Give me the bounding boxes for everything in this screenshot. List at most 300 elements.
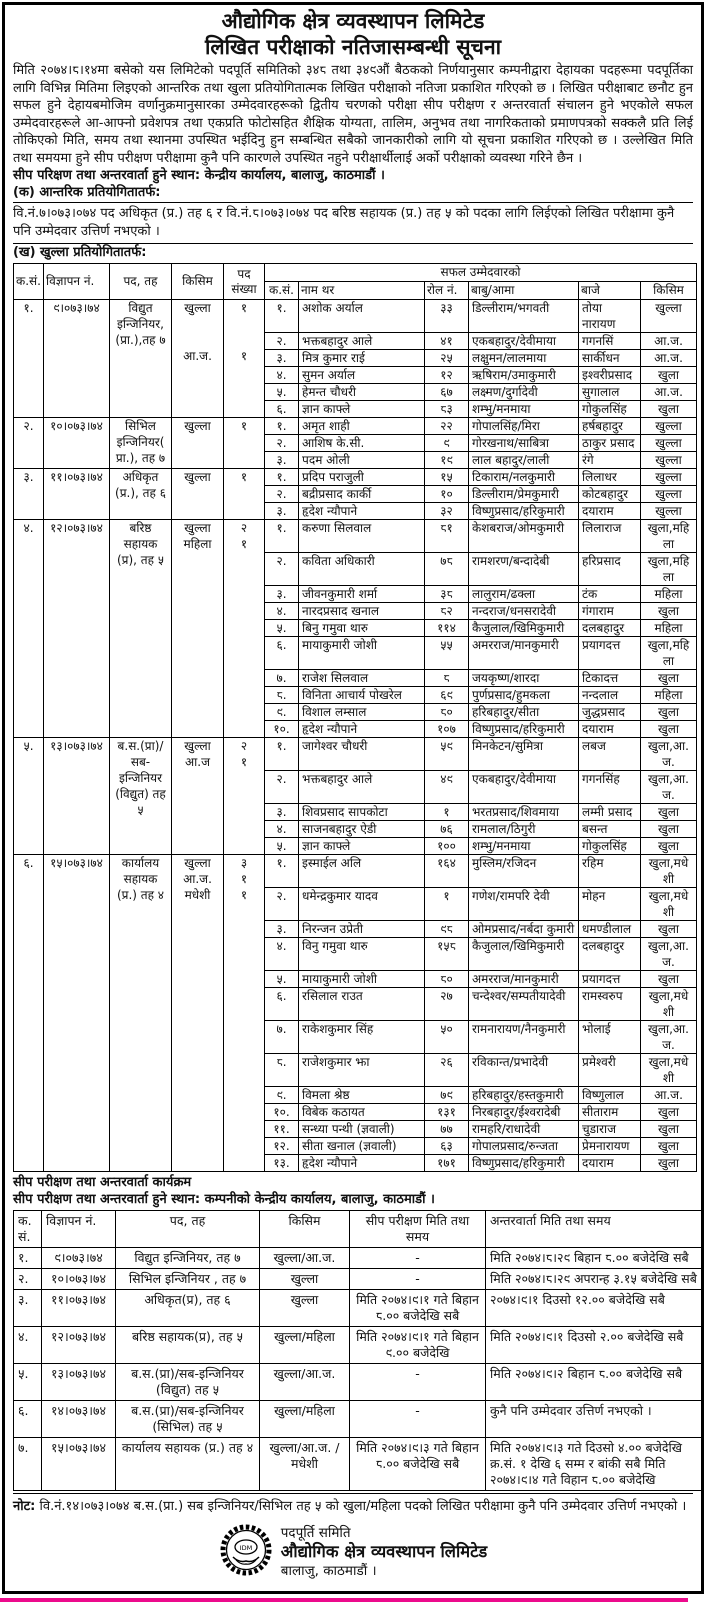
- candidate-kisim-cell: खुला: [641, 1121, 697, 1138]
- post-cell: सिभिल इन्जिनियर(प्रा.), तह ७: [110, 418, 172, 469]
- candidate-grandfather-cell: टंक: [579, 586, 641, 603]
- candidate-parents-cell: अमरराज/मानकुमारी: [469, 637, 579, 670]
- count-cell: [224, 738, 265, 855]
- candidate-parents-cell: लाल बहादुर/लाली: [469, 452, 579, 469]
- candidate-grandfather-cell: बसन्त: [579, 821, 641, 838]
- candidate-grandfather-cell: लम्मी प्रसाद: [579, 804, 641, 821]
- candidate-grandfather-cell: सुगालाल: [579, 384, 641, 401]
- post-cell: कार्यालय सहायक (प्र.) तह ४: [110, 855, 172, 1172]
- candidate-row: [14, 855, 697, 888]
- candidate-kisim-cell: खुल्ला: [641, 469, 697, 486]
- count-entry: [224, 316, 264, 332]
- candidate-grandfather-cell: दयाराम: [579, 503, 641, 520]
- schedule-sn-cell: ५.: [14, 1364, 42, 1401]
- candidate-roll-cell: ३८: [425, 586, 469, 603]
- candidate-parents-cell: निरबहादुर/ईश्वरादेबी: [469, 1104, 579, 1121]
- kisim-entry: [172, 316, 223, 332]
- kisim-cell: [172, 855, 224, 1172]
- candidate-parents-cell: केशबराज/ओमकुमारी: [469, 520, 579, 553]
- candidate-roll-cell: ४१: [425, 333, 469, 350]
- candidate-roll-cell: ८३: [425, 401, 469, 418]
- candidate-parents-cell: मिनकेटन/सुमित्रा: [469, 738, 579, 771]
- schedule-skill-test-cell: -: [350, 1401, 486, 1438]
- schedule-sn-cell: १.: [14, 1248, 42, 1269]
- advert-no-cell: १५।०७३।७४: [44, 855, 110, 1172]
- program-venue: सीप परीक्षण तथा अन्तरवार्ता हुने स्थान: कम्पनीको केन्द्रीय कार्यालय, बालाजु, काठमाडौं ।: [13, 1192, 435, 1207]
- candidate-grandfather-cell: धमण्डीलाल: [579, 921, 641, 938]
- schedule-row: [14, 1327, 704, 1364]
- candidate-parents-cell: एकबहादुर/देवीमाया: [469, 333, 579, 350]
- candidate-name-cell: राकेशकुमार सिंह: [299, 1021, 425, 1054]
- candidate-parents-cell: गोपालप्रसाद/रुन्जता: [469, 1138, 579, 1155]
- candidate-roll-cell: ८२: [425, 603, 469, 620]
- candidate-kisim-cell: खुला: [641, 367, 697, 384]
- candidate-parents-cell: गोपालसिंह/मिरा: [469, 418, 579, 435]
- candidate-parents-cell: ओमप्रसाद/नर्बदा कुमारी: [469, 921, 579, 938]
- candidate-grandfather-cell: रामस्वरुप: [579, 988, 641, 1021]
- results-table: [13, 263, 697, 1172]
- schedule-skill-test-cell: मिति २०७४।९।३ गते बिहान ८.०० बजेदेखि सबै: [350, 1438, 486, 1491]
- count-cell: [224, 300, 265, 418]
- count-entry: १: [240, 888, 248, 902]
- candidate-kisim-cell: खुल्ला: [641, 486, 697, 503]
- candidate-roll-cell: ५०: [425, 1021, 469, 1054]
- candidate-roll-cell: ७६: [425, 821, 469, 838]
- kisim-entry: महिला: [183, 537, 212, 551]
- candidate-row: [14, 738, 697, 771]
- candidate-kisim-cell: खुला: [641, 1138, 697, 1155]
- candidate-roll-cell: १७१: [425, 1155, 469, 1172]
- candidate-grandfather-cell: गंगाराम: [579, 603, 641, 620]
- candidate-roll-cell: ६३: [425, 1138, 469, 1155]
- candidate-name-cell: आशिष के.सी.: [299, 435, 425, 452]
- candidate-row: [14, 418, 697, 435]
- candidate-grandfather-cell: हर्षबहादुर: [579, 418, 641, 435]
- candidate-name-cell: हृदेश न्यौपाने: [299, 503, 425, 520]
- candidate-parents-cell: अमरराज/मानकुमारी: [469, 971, 579, 988]
- candidate-roll-cell: ८०: [425, 971, 469, 988]
- candidate-grandfather-cell: लिलाराज: [579, 520, 641, 553]
- candidate-sn-cell: ४.: [265, 938, 299, 971]
- candidate-parents-cell: रामशरण/बन्दादेबी: [469, 553, 579, 586]
- schedule-kisim-cell: खुल्ला/आ.ज.: [260, 1248, 350, 1269]
- candidate-roll-cell: ९८: [425, 921, 469, 938]
- candidate-sn-cell: ९.: [265, 704, 299, 721]
- program-heading: सीप परीक्षण तथा अन्तरवार्ता कार्यक्रम: [13, 1175, 192, 1190]
- candidate-roll-cell: १: [425, 888, 469, 921]
- section-a-heading: (क) आन्तरिक प्रतियोगितातर्फ:: [13, 185, 161, 200]
- candidate-grandfather-cell: जुद्धप्रसाद: [579, 704, 641, 721]
- candidate-parents-cell: शम्भु/मनमाया: [469, 401, 579, 418]
- candidate-name-cell: मायाकुमारी जोशी: [299, 637, 425, 670]
- candidate-parents-cell: शम्भु/मनमाया: [469, 838, 579, 855]
- svg-text:IDM: IDM: [239, 1544, 252, 1552]
- candidate-name-cell: हृदेश न्यौपाने: [299, 1155, 425, 1172]
- advert-no-cell: १३।०७३।७४: [44, 738, 110, 855]
- company-seal-icon: [219, 1523, 273, 1581]
- header-candidate-name: नाम थर: [299, 282, 425, 300]
- candidate-parents-cell: रामनारायण/नैनकुमारी: [469, 1021, 579, 1054]
- count-entry: २: [240, 521, 248, 535]
- note-label: नोट:: [13, 1499, 36, 1514]
- document-frame: [2, 2, 704, 1594]
- kisim-entry: मधेशी: [184, 888, 211, 902]
- candidate-name-cell: सन्ध्या पन्थी (ज्ञवाली): [299, 1121, 425, 1138]
- schedule-body: [14, 1248, 704, 1491]
- candidate-sn-cell: ६.: [265, 988, 299, 1021]
- schedule-sn-cell: ४.: [14, 1327, 42, 1364]
- candidate-parents-cell: लक्षुमन/लालमाया: [469, 350, 579, 367]
- candidate-name-cell: ज्ञान काफ्ले: [299, 401, 425, 418]
- post-cell: बरिष्ठ सहायक (प्र), तह ५: [110, 520, 172, 738]
- advert-no-cell: ११।०७३।७४: [44, 469, 110, 520]
- candidate-kisim-cell: खुला,मधेशी: [641, 855, 697, 888]
- candidate-grandfather-cell: गगनसिंह: [579, 771, 641, 804]
- candidate-name-cell: अशोक अर्याल: [299, 300, 425, 333]
- candidate-parents-cell: ऋषिराम/उमाकुमारी: [469, 367, 579, 384]
- candidate-sn-cell: ६.: [265, 401, 299, 418]
- candidate-roll-cell: २६: [425, 1054, 469, 1087]
- candidate-sn-cell: ३.: [265, 586, 299, 603]
- schedule-skill-test-cell: -: [350, 1248, 486, 1269]
- candidate-sn-cell: २.: [265, 771, 299, 804]
- header-candidate-kisim: किसिम: [641, 282, 697, 300]
- candidate-parents-cell: गोरखनाथ/साबित्रा: [469, 435, 579, 452]
- candidate-sn-cell: ३.: [265, 921, 299, 938]
- candidate-parents-cell: एकबहादुर/देवीमाया: [469, 771, 579, 804]
- results-header-row-1: [14, 264, 697, 282]
- header-candidate-parents: बाबु/आमा: [469, 282, 579, 300]
- candidate-roll-cell: ८०: [425, 704, 469, 721]
- schedule-interview-cell: २०७४।९।१ दिउसो १२.०० बजेदेखि सबै: [486, 1290, 704, 1327]
- candidate-parents-cell: विष्णुप्रसाद/हरिकुमारी: [469, 1155, 579, 1172]
- schedule-header-kisim: किसिम: [260, 1211, 350, 1248]
- count-entry: १: [240, 419, 248, 433]
- candidate-grandfather-cell: मोहन: [579, 888, 641, 921]
- candidate-roll-cell: १५८: [425, 938, 469, 971]
- schedule-post-cell: बरिष्ठ सहायक(प्र), तह ५: [116, 1327, 260, 1364]
- candidate-parents-cell: नन्दराज/धनसरादेवी: [469, 603, 579, 620]
- candidate-name-cell: मित्र कुमार राई: [299, 350, 425, 367]
- candidate-sn-cell: १३.: [265, 1155, 299, 1172]
- candidate-roll-cell: ६९: [425, 687, 469, 704]
- candidate-parents-cell: जयकृष्ण/शारदा: [469, 670, 579, 687]
- candidate-grandfather-cell: दयाराम: [579, 1155, 641, 1172]
- schedule-row: [14, 1401, 704, 1438]
- count-cell: [224, 469, 265, 520]
- candidate-name-cell: अमृत शाही: [299, 418, 425, 435]
- schedule-sn-cell: ३.: [14, 1290, 42, 1327]
- advert-sn-cell: ५.: [14, 738, 44, 855]
- candidate-sn-cell: २.: [265, 553, 299, 586]
- kisim-cell: [172, 300, 224, 418]
- count-cell: [224, 418, 265, 469]
- header-advert-no: विज्ञापन नं.: [44, 264, 110, 300]
- schedule-post-cell: अधिकृत(प्र), तह ६: [116, 1290, 260, 1327]
- kisim-entry: आ.ज.: [183, 872, 212, 886]
- header-candidate-roll: रोल नं.: [425, 282, 469, 300]
- candidate-name-cell: धमेन्द्रकुमार यादव: [299, 888, 425, 921]
- candidate-parents-cell: पुर्णप्रसाद/हुमकला: [469, 687, 579, 704]
- candidate-parents-cell: चन्देश्वर/सम्पतीयादेवी: [469, 988, 579, 1021]
- candidate-grandfather-cell: विष्णुलाल: [579, 1087, 641, 1104]
- candidate-roll-cell: ९: [425, 435, 469, 452]
- candidate-grandfather-cell: सीताराम: [579, 1104, 641, 1121]
- schedule-post-cell: ब.स.(प्रा)/सब-इन्जिनियर (विद्युत) तह ५: [116, 1364, 260, 1401]
- candidate-sn-cell: ५.: [265, 971, 299, 988]
- candidate-name-cell: भक्तबहादुर आले: [299, 771, 425, 804]
- candidate-kisim-cell: खुला,आ.ज.: [641, 1021, 697, 1054]
- schedule-row: [14, 1438, 704, 1491]
- header-candidate-sn: क.सं.: [265, 282, 299, 300]
- count-entry: १: [240, 537, 248, 551]
- candidate-kisim-cell: खुला: [641, 1104, 697, 1121]
- header-candidate-grandfather: बाजे: [579, 282, 641, 300]
- candidate-roll-cell: १२: [425, 367, 469, 384]
- header-successful-candidates: सफल उम्मेदवारको: [265, 264, 697, 282]
- candidate-name-cell: भक्तबहादुर आले: [299, 333, 425, 350]
- candidate-grandfather-cell: गोकुलसिंह: [579, 401, 641, 418]
- section-b-heading: (ख) खुल्ला प्रतियोगितातर्फ:: [13, 245, 147, 260]
- candidate-kisim-cell: खुला: [641, 838, 697, 855]
- candidate-sn-cell: ३.: [265, 452, 299, 469]
- schedule-skill-test-cell: मिति २०७४।९।१ गते बिहान ९.०० बजेदेखि: [350, 1327, 486, 1364]
- candidate-name-cell: इस्माईल अलि: [299, 855, 425, 888]
- candidate-kisim-cell: खुला,महिला: [641, 520, 697, 553]
- advert-group: [14, 738, 697, 855]
- candidate-sn-cell: ११.: [265, 1121, 299, 1138]
- schedule-header-sn: क. सं.: [14, 1211, 42, 1248]
- candidate-kisim-cell: खुल्ला: [641, 300, 697, 333]
- schedule-advert-no-cell: ११।०७३।७४: [42, 1290, 116, 1327]
- schedule-advert-no-cell: १३।०७३।७४: [42, 1364, 116, 1401]
- advert-group: [14, 469, 697, 520]
- candidate-roll-cell: १५: [425, 469, 469, 486]
- candidate-kisim-cell: खुला,मधेशी: [641, 1054, 697, 1087]
- candidate-grandfather-cell: प्रेमनारायण: [579, 1138, 641, 1155]
- count-entry: १: [240, 301, 248, 315]
- candidate-name-cell: विमला श्रेष्ठ: [299, 1087, 425, 1104]
- schedule-advert-no-cell: १०।०७३।७४: [42, 1269, 116, 1290]
- note-text: वि.नं.१४।०७३।०७४ ब.स.(प्रा.) सब इन्जिनियर/सिभिल तह ५ को खुला/महिला पदको लिखित परीक्षामा कुनै पनि उम्मेदवार उत्तिर्ण नभएको ।: [39, 1499, 687, 1514]
- candidate-parents-cell: हरिबहादुर/हस्तकुमारी: [469, 1087, 579, 1104]
- candidate-grandfather-cell: नन्दलाल: [579, 687, 641, 704]
- candidate-kisim-cell: आ.ज.: [641, 333, 697, 350]
- advert-sn-cell: १.: [14, 300, 44, 418]
- candidate-sn-cell: १२.: [265, 1138, 299, 1155]
- candidate-parents-cell: रामलाल/ठिगुरी: [469, 821, 579, 838]
- schedule-header-skill-test: सीप परीक्षण मिति तथा समय: [350, 1211, 486, 1248]
- kisim-entry: खुल्ला: [184, 521, 211, 535]
- candidate-kisim-cell: खुला,आ.ज.: [641, 738, 697, 771]
- candidate-sn-cell: ८.: [265, 1054, 299, 1087]
- candidate-sn-cell: ३.: [265, 350, 299, 367]
- schedule-kisim-cell: खुल्ला/आ.ज.: [260, 1364, 350, 1401]
- candidate-sn-cell: १.: [265, 738, 299, 771]
- notice-title: लिखित परीक्षाको नतिजासम्बन्धी सूचना: [204, 35, 502, 59]
- candidate-name-cell: शिवप्रसाद सापकोटा: [299, 804, 425, 821]
- candidate-roll-cell: ५९: [425, 738, 469, 771]
- candidate-roll-cell: १०: [425, 486, 469, 503]
- post-cell: ब.स.(प्रा)/ सब-इन्जिनियर (विद्युत) तह ५: [110, 738, 172, 855]
- candidate-grandfather-cell: प्रयागदत्त: [579, 637, 641, 670]
- candidate-kisim-cell: महिला: [641, 687, 697, 704]
- candidate-kisim-cell: खुल्ला: [641, 435, 697, 452]
- count-entry: १: [240, 470, 248, 484]
- candidate-kisim-cell: आ.ज.: [641, 384, 697, 401]
- schedule-post-cell: ब.स.(प्रा)/सब-इन्जिनियर (सिभिल) तह ५: [116, 1401, 260, 1438]
- count-cell: [224, 855, 265, 1172]
- candidate-name-cell: बिनु गमुवा थारु: [299, 620, 425, 637]
- header-post: पद, तह: [110, 264, 172, 300]
- candidate-kisim-cell: खुला: [641, 821, 697, 838]
- kisim-entry: खुल्ला: [184, 470, 211, 484]
- kisim-cell: [172, 738, 224, 855]
- kisim-entry: खुल्ला: [184, 739, 211, 753]
- candidate-sn-cell: १०.: [265, 1104, 299, 1121]
- count-entry: [224, 332, 264, 348]
- candidate-roll-cell: १९: [425, 452, 469, 469]
- candidate-kisim-cell: आ.ज.: [641, 1087, 697, 1104]
- schedule-skill-test-cell: मिति २०७४।९।१ गते बिहान ८.०० बजेदेखि सबै: [350, 1290, 486, 1327]
- footer-text: [281, 1524, 488, 1580]
- candidate-sn-cell: ४.: [265, 821, 299, 838]
- candidate-name-cell: जीवनकुमारी शर्मा: [299, 586, 425, 603]
- count-entry: २: [240, 739, 248, 753]
- candidate-grandfather-cell: दलबहादुर: [579, 938, 641, 971]
- candidate-parents-cell: रामहरि/राधादेवी: [469, 1121, 579, 1138]
- kisim-entry: [172, 332, 223, 348]
- candidate-sn-cell: ४.: [265, 603, 299, 620]
- candidate-parents-cell: मुस्लिम/रजिदन: [469, 855, 579, 888]
- schedule-sn-cell: २.: [14, 1269, 42, 1290]
- candidate-name-cell: विशाल लम्साल: [299, 704, 425, 721]
- note-line: [13, 1493, 693, 1515]
- kisim-cell: [172, 469, 224, 520]
- candidate-kisim-cell: खुला: [641, 921, 697, 938]
- schedule-interview-cell: मिति २०७४।९।३ गते दिउसो ४.०० बजेदेखि क्र.सं. १ देखि ६ सम्म र बांकी सबै मिति २०७४।९।४ गते विहान ८.०० बजेदेखि: [486, 1438, 704, 1491]
- candidate-name-cell: पदम ओली: [299, 452, 425, 469]
- candidate-name-cell: रसिलाल राउत: [299, 988, 425, 1021]
- schedule-row: [14, 1248, 704, 1269]
- venue-line: सीप परिक्षण तथा अन्तरवार्ता हुने स्थान: केन्द्रीय कार्यालय, बालाजु, काठमाडौं ।: [13, 168, 385, 183]
- candidate-parents-cell: टिकाराम/नलकुमारी: [469, 469, 579, 486]
- count-entry: १: [240, 755, 248, 769]
- kisim-entry: खुल्ला: [184, 301, 211, 315]
- candidate-roll-cell: ४९: [425, 771, 469, 804]
- header-count: पद संख्या: [224, 264, 265, 300]
- candidate-kisim-cell: खुला: [641, 804, 697, 821]
- intro-paragraph: मिति २०७४।८।१४मा बसेको यस लिमिटेको पदपूर्ति समितिको ३४८ तथा ३४९औं बैठकको निर्णयानुसार कम्पनीद्वारा देहायका पदहरूमा पदपूर्तिका लागि विभिन्न मितिमा लिइएको आन्तरिक तथा खुला प्रतियोगितात्मक लिखित परीक्षाको नतिजा प्रकाशित गरिएको छ । लिखित परीक्षाबाट छनौट हुन सफल हुने देहायबमोजिम वर्णानुक्रमानुसारका उम्मेदवारहरूको द्वितीय चरणको परीक्षा सीप परीक्षण र अन्तरवार्ता संचालन हुने भएकोले सफल उम्मेदवारहरूले आ-आफ्नो प्रवेशपत्र तथा एकप्रति फोटोसहित शैक्षिक योग्यता, तालिम, अनुभव तथा नागरिकताको प्रमाणपत्रको सक्कलै प्रति लिई तोकिएको मिति, समय तथा स्थानमा उपस्थित भईदिनु हुन सम्बन्धित सबैको जानकारीको लागि यो सूचना प्रकाशित गरिएको छ । उल्लेखित मिति तथा समयमा हुने सीप परीक्षण परीक्षामा कुनै पनि कारणले उपस्थित नहुने परीक्षार्थीलाई अर्को परीक्षाको व्यवस्था गरिने छैन ।: [13, 63, 693, 166]
- candidate-kisim-cell: आ.ज.: [641, 350, 697, 367]
- candidate-name-cell: जागेश्वर चौधरी: [299, 738, 425, 771]
- header-sn: क.सं.: [14, 264, 44, 300]
- candidate-row: [14, 300, 697, 333]
- candidate-roll-cell: ५५: [425, 637, 469, 670]
- post-cell: विद्युत इन्जिनियर, (प्रा.),तह ७: [110, 300, 172, 418]
- candidate-grandfather-cell: रंगे: [579, 452, 641, 469]
- schedule-kisim-cell: खुल्ला/आ.ज. /मधेशी: [260, 1438, 350, 1491]
- candidate-roll-cell: १००: [425, 838, 469, 855]
- candidate-roll-cell: १६४: [425, 855, 469, 888]
- candidate-sn-cell: ७.: [265, 670, 299, 687]
- candidate-grandfather-cell: चुडाराज: [579, 1121, 641, 1138]
- notice-page: [0, 2, 727, 1602]
- candidate-roll-cell: २२: [425, 418, 469, 435]
- candidate-kisim-cell: खुल्ला: [641, 503, 697, 520]
- schedule-skill-test-cell: -: [350, 1364, 486, 1401]
- footer-address: बालाजु, काठमाडौं ।: [280, 1563, 377, 1579]
- candidate-kisim-cell: खुला,आ.ज.: [641, 938, 697, 971]
- candidate-grandfather-cell: लिलाधर: [579, 469, 641, 486]
- candidate-kisim-cell: खुला: [641, 721, 697, 738]
- candidate-sn-cell: २.: [265, 888, 299, 921]
- footer-committee: पदपूर्ति समिति: [280, 1525, 351, 1541]
- candidate-kisim-cell: खुला,मधेशी: [641, 988, 697, 1021]
- candidate-kisim-cell: खुला: [641, 603, 697, 620]
- candidate-kisim-cell: खुला,मधेशी: [641, 888, 697, 921]
- candidate-parents-cell: रविकान्त/प्रभादेवी: [469, 1054, 579, 1087]
- schedule-header-interview: अन्तरवार्ता मिति तथा समय: [486, 1211, 704, 1248]
- candidate-sn-cell: ५.: [265, 384, 299, 401]
- kisim-entry: खुल्ला: [184, 419, 211, 433]
- kisim-entry: आ.ज: [185, 755, 210, 769]
- candidate-kisim-cell: महिला: [641, 620, 697, 637]
- candidate-kisim-cell: खुला: [641, 401, 697, 418]
- candidate-parents-cell: हरिबहादुर/सीता: [469, 704, 579, 721]
- candidate-roll-cell: ३३: [425, 300, 469, 333]
- schedule-kisim-cell: खुल्ला/महिला: [260, 1327, 350, 1364]
- schedule-advert-no-cell: १४।०७३।७४: [42, 1401, 116, 1438]
- section-a-text: वि.नं.७।०७३।०७४ पद अधिकृत (प्र.) तह ६ र वि.नं.८।०७३।०७४ पद बरिष्ठ सहायक (प्र.) तह ५ को पदका लागि लिईएको लिखित परीक्षामा कुनै पनि उम्मेदवार उत्तिर्ण नभएको ।: [13, 202, 693, 244]
- candidate-grandfather-cell: ठाकुर प्रसाद: [579, 435, 641, 452]
- candidate-name-cell: राजेश सिलवाल: [299, 670, 425, 687]
- advert-sn-cell: ४.: [14, 520, 44, 738]
- schedule-row: [14, 1290, 704, 1327]
- candidate-roll-cell: ७८: [425, 553, 469, 586]
- schedule-advert-no-cell: १५।०७३।७४: [42, 1438, 116, 1491]
- candidate-kisim-cell: खुल्ला: [641, 418, 697, 435]
- advert-no-cell: ९।०७३।७४: [44, 300, 110, 418]
- candidate-name-cell: हृदेश न्यौपाने: [299, 721, 425, 738]
- candidate-parents-cell: कैजुलाल/खिमिकुमारी: [469, 938, 579, 971]
- count-entry: १: [240, 349, 248, 363]
- schedule-advert-no-cell: ९।०७३।७४: [42, 1248, 116, 1269]
- schedule-row: [14, 1364, 704, 1401]
- candidate-name-cell: निरन्जन उप्रेती: [299, 921, 425, 938]
- candidate-sn-cell: २.: [265, 435, 299, 452]
- advert-group: [14, 418, 697, 469]
- advert-sn-cell: ६.: [14, 855, 44, 1172]
- candidate-grandfather-cell: रहिम: [579, 855, 641, 888]
- count-entry: १: [240, 872, 248, 886]
- candidate-parents-cell: डिल्लीराम/भगवती: [469, 300, 579, 333]
- candidate-sn-cell: ३.: [265, 503, 299, 520]
- candidate-sn-cell: १.: [265, 300, 299, 333]
- candidate-grandfather-cell: इश्वरीप्रसाद: [579, 367, 641, 384]
- kisim-entry: आ.ज.: [183, 349, 212, 363]
- schedule-header-post: पद, तह: [116, 1211, 260, 1248]
- candidate-roll-cell: ८१: [425, 520, 469, 553]
- kisim-entry: खुल्ला: [184, 856, 211, 870]
- accent-divider: [0, 1598, 688, 1602]
- candidate-grandfather-cell: टिकादत्त: [579, 670, 641, 687]
- candidate-parents-cell: लालुराम/ढक्ला: [469, 586, 579, 603]
- candidate-name-cell: विबेक कठायत: [299, 1104, 425, 1121]
- candidate-sn-cell: ५.: [265, 838, 299, 855]
- candidate-roll-cell: ७७: [425, 1121, 469, 1138]
- schedule-interview-cell: मिति २०७४।८।२९ अपरान्ह ३.१५ बजेदेखि सबै: [486, 1269, 704, 1290]
